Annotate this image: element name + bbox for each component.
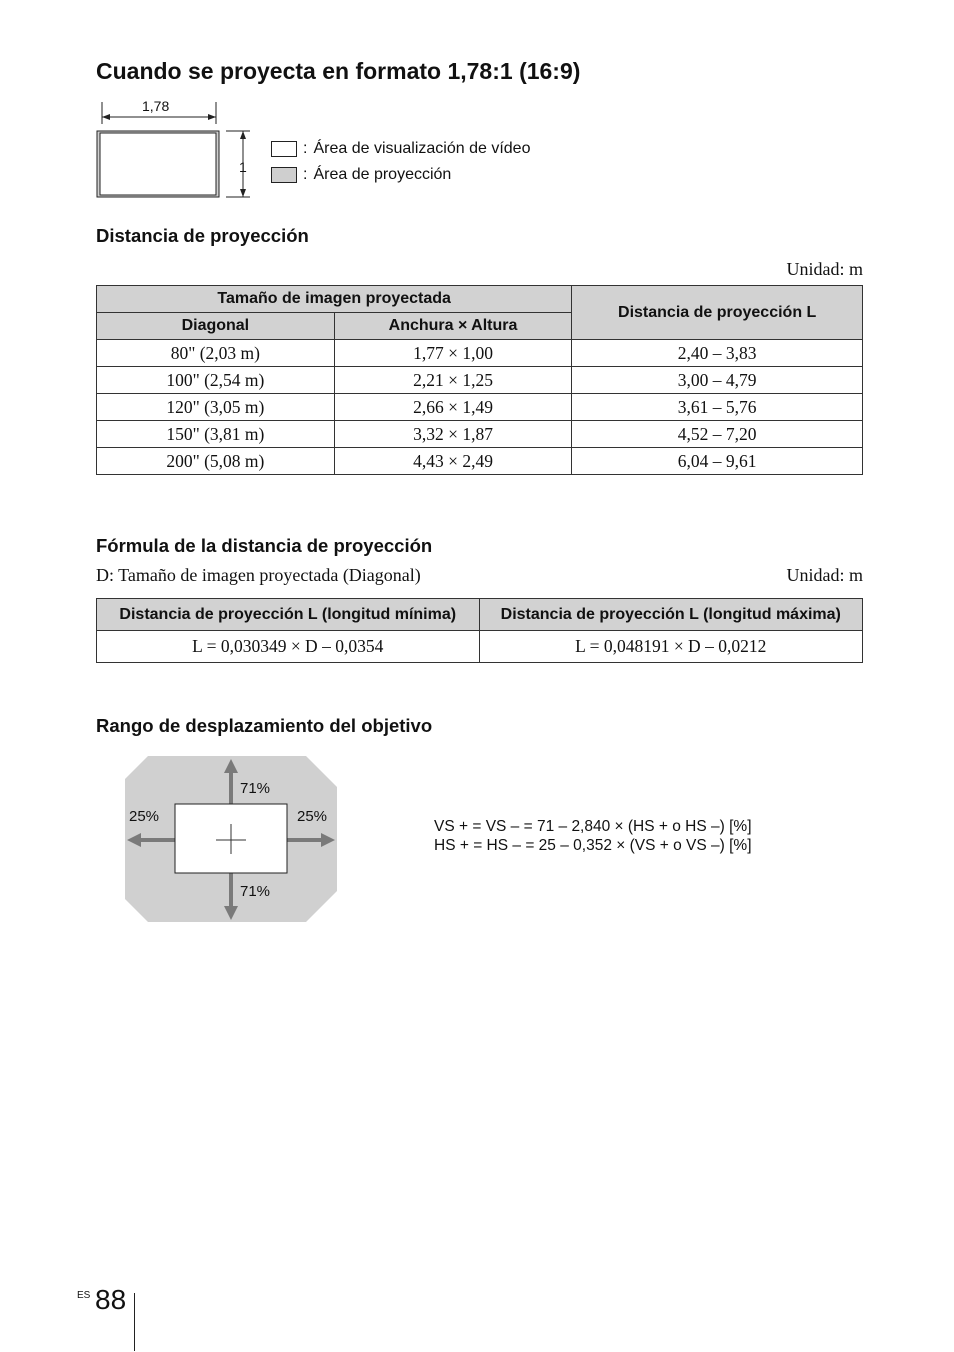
- cell-size: 2,21 × 1,25: [334, 367, 572, 394]
- aspect-ratio-diagram: [90, 96, 260, 204]
- legend-colon: :: [303, 166, 308, 183]
- cell-size: 2,66 × 1,49: [334, 394, 572, 421]
- legend-label-video: Área de visualización de vídeo: [313, 140, 531, 157]
- shift-left-label: 25%: [129, 808, 160, 825]
- cell-size: 4,43 × 2,49: [334, 448, 572, 475]
- aspect-width-label: 1,78: [142, 98, 170, 114]
- cell-diagonal: 150" (3,81 m): [97, 421, 335, 448]
- cell-distance: 4,52 – 7,20: [572, 421, 863, 448]
- distance-table: [96, 285, 863, 475]
- table-row: [97, 421, 863, 448]
- cell-distance: 3,61 – 5,76: [572, 394, 863, 421]
- formula-unit: Unidad: m: [786, 565, 863, 585]
- video-area-swatch: [271, 141, 297, 157]
- cell-diagonal: 100" (2,54 m): [97, 367, 335, 394]
- shift-formula-horizontal: HS + = HS – = 25 – 0,352 × (VS + o VS –) [%]: [434, 837, 752, 854]
- page-title: Cuando se proyecta en formato 1,78:1 (16:9): [96, 58, 581, 84]
- header-distance: Distancia de proyección L: [572, 286, 863, 340]
- cell-size: 3,32 × 1,87: [334, 421, 572, 448]
- legend-label-projection: Área de proyección: [313, 166, 452, 183]
- aspect-height-label: 1: [239, 159, 247, 175]
- header-diagonal: Diagonal: [97, 313, 335, 340]
- shift-right-label: 25%: [297, 808, 328, 825]
- legend-video-area: [271, 140, 530, 158]
- cell-max-formula: L = 0,048191 × D – 0,0212: [479, 631, 863, 663]
- lens-shift-diagram: [120, 752, 350, 928]
- cell-size: 1,77 × 1,00: [334, 340, 572, 367]
- distance-heading: Distancia de proyección: [96, 225, 309, 246]
- lens-shift-heading: Rango de desplazamiento del objetivo: [96, 715, 433, 736]
- page-number: 88: [95, 1284, 127, 1315]
- page-divider: [134, 1293, 135, 1351]
- table-row: [97, 340, 863, 367]
- cell-distance: 2,40 – 3,83: [572, 340, 863, 367]
- formula-table: [96, 598, 863, 663]
- legend-colon: :: [303, 140, 308, 157]
- projection-area-swatch: [271, 167, 297, 183]
- formula-note: D: Tamaño de imagen proyectada (Diagonal): [96, 565, 421, 585]
- shift-down-label: 71%: [240, 883, 271, 900]
- cell-diagonal: 120" (3,05 m): [97, 394, 335, 421]
- cell-diagonal: 80" (2,03 m): [97, 340, 335, 367]
- header-width-height: Anchura × Altura: [334, 313, 572, 340]
- cell-min-formula: L = 0,030349 × D – 0,0354: [97, 631, 480, 663]
- table-row: [97, 394, 863, 421]
- table-row: [97, 448, 863, 475]
- cell-distance: 6,04 – 9,61: [572, 448, 863, 475]
- table-row: [97, 367, 863, 394]
- header-max-length: Distancia de proyección L (longitud máxima): [479, 599, 863, 631]
- cell-diagonal: 200" (5,08 m): [97, 448, 335, 475]
- shift-up-label: 71%: [240, 780, 271, 797]
- header-min-length: Distancia de proyección L (longitud mínima): [97, 599, 480, 631]
- cell-distance: 3,00 – 4,79: [572, 367, 863, 394]
- group-header-image-size: Tamaño de imagen proyectada: [97, 286, 572, 313]
- page-language: ES: [77, 1290, 91, 1301]
- distance-unit: Unidad: m: [786, 259, 863, 279]
- table-row: [97, 631, 863, 663]
- formula-heading: Fórmula de la distancia de proyección: [96, 535, 433, 556]
- legend-projection-area: [271, 166, 451, 184]
- shift-formula-vertical: VS + = VS – = 71 – 2,840 × (HS + o HS –) [%]: [434, 818, 752, 835]
